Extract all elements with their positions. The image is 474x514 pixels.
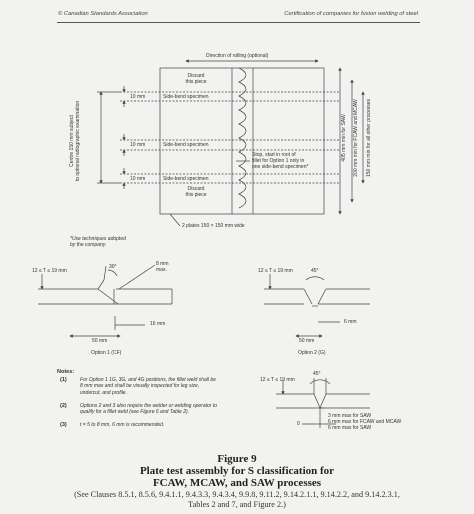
figure-number: Figure 9	[217, 453, 257, 465]
opt1-range: 12 ≤ T ≤ 19 mm	[32, 268, 67, 274]
ten-mm-2: 10 mm	[130, 142, 146, 148]
side-bend-3: Side-bend specimen	[163, 176, 209, 182]
top-footnote: *Use techniques adopted by the company.	[70, 236, 126, 248]
opt3-dims: 3 mm max for SAW 6 mm max for FCAW and MCAW 6 mm max for SAW	[328, 413, 402, 432]
notes-title: Notes:	[57, 369, 75, 375]
opt2-width: 50 mm	[299, 338, 315, 344]
dim-150: 150 mm min for all other processes	[366, 98, 372, 178]
side-bend-2: Side-bend specimen	[163, 142, 209, 148]
note-3-num: (3)	[60, 422, 67, 428]
opt2-angle: 45°	[311, 268, 319, 274]
opt1-width: 50 mm	[92, 338, 108, 344]
figure-title-1: Plate test assembly for S classification for	[139, 465, 335, 477]
weld-bead	[239, 68, 246, 208]
dim-405: 405 mm min for SAW	[341, 114, 347, 162]
opt1-gap: 16 mm	[150, 321, 166, 327]
opt3-angle: 45°	[313, 371, 321, 377]
figure-title-2: FCAW, MCAW, and SAW processes	[152, 477, 322, 489]
opt3-range: 12 ≤ T ≤ 19 mm	[260, 377, 295, 383]
opt2-gap: 6 mm	[344, 319, 357, 325]
note-2-num: (2)	[60, 403, 67, 409]
discard-top: Discard this piece	[185, 73, 207, 85]
note-3-text: t = 5 to 8 mm, 6 mm is recommended.	[80, 422, 165, 428]
stop-start-note: Stop, start in root of fillet for Option 1 only in one side-bend specimen*	[252, 152, 309, 170]
opt1-max: 8 mm max.	[156, 261, 169, 273]
ten-mm-1: 10 mm	[130, 94, 146, 100]
plates-label: 2 plates 150 × 150 mm wide	[182, 223, 245, 229]
discard-bottom: Discard this piece	[185, 186, 207, 198]
side-bend-1: Side-bend specimen	[163, 94, 209, 100]
opt3-zero: 0	[297, 421, 300, 427]
direction-label: Direction of rolling (optional)	[206, 53, 269, 59]
header-left: © Canadian Standards Association	[58, 11, 148, 17]
centre-150-label: Centre 150 mm subject to optional radiographic examination	[69, 100, 81, 182]
header-right: Certification of companies for fusion welding of steel	[284, 11, 418, 17]
ten-mm-3: 10 mm	[130, 176, 146, 182]
opt1-caption: Option 1 (CF)	[91, 350, 122, 356]
note-1-num: (1)	[60, 377, 67, 383]
note-2-text: Options 2 and 3 also require the welder or welding operator to qualify for a fillet weld (see Figure 6 and Table 2).	[80, 403, 218, 416]
option-2-drawing	[264, 274, 370, 336]
opt2-caption: Option 2 (G)	[298, 350, 326, 356]
dim-200: 200 mm min for FCAW and MCAW	[353, 99, 359, 177]
opt2-range: 12 ≤ T ≤ 19 mm	[258, 268, 293, 274]
figure-subtitle-2: Tables 2 and 7, and Figure 2.)	[188, 500, 286, 509]
note-1-text: For Option 1 1G, 3G, and 4G positions, the fillet weld shall be 8 mm max and shall be visually inspected for leg size, undercut, and profile.	[80, 377, 216, 396]
figure-subtitle-1: (See Clauses 8.5.1, 8.5.6, 9.4.1.1, 9.4.3.3, 9.4.3.4, 9.9.8, 9.11.2, 9.14.2.1.1, 9.14.2.2, and 9.14.2.3.1,	[74, 490, 400, 499]
opt1-angle: 30°	[109, 264, 117, 270]
